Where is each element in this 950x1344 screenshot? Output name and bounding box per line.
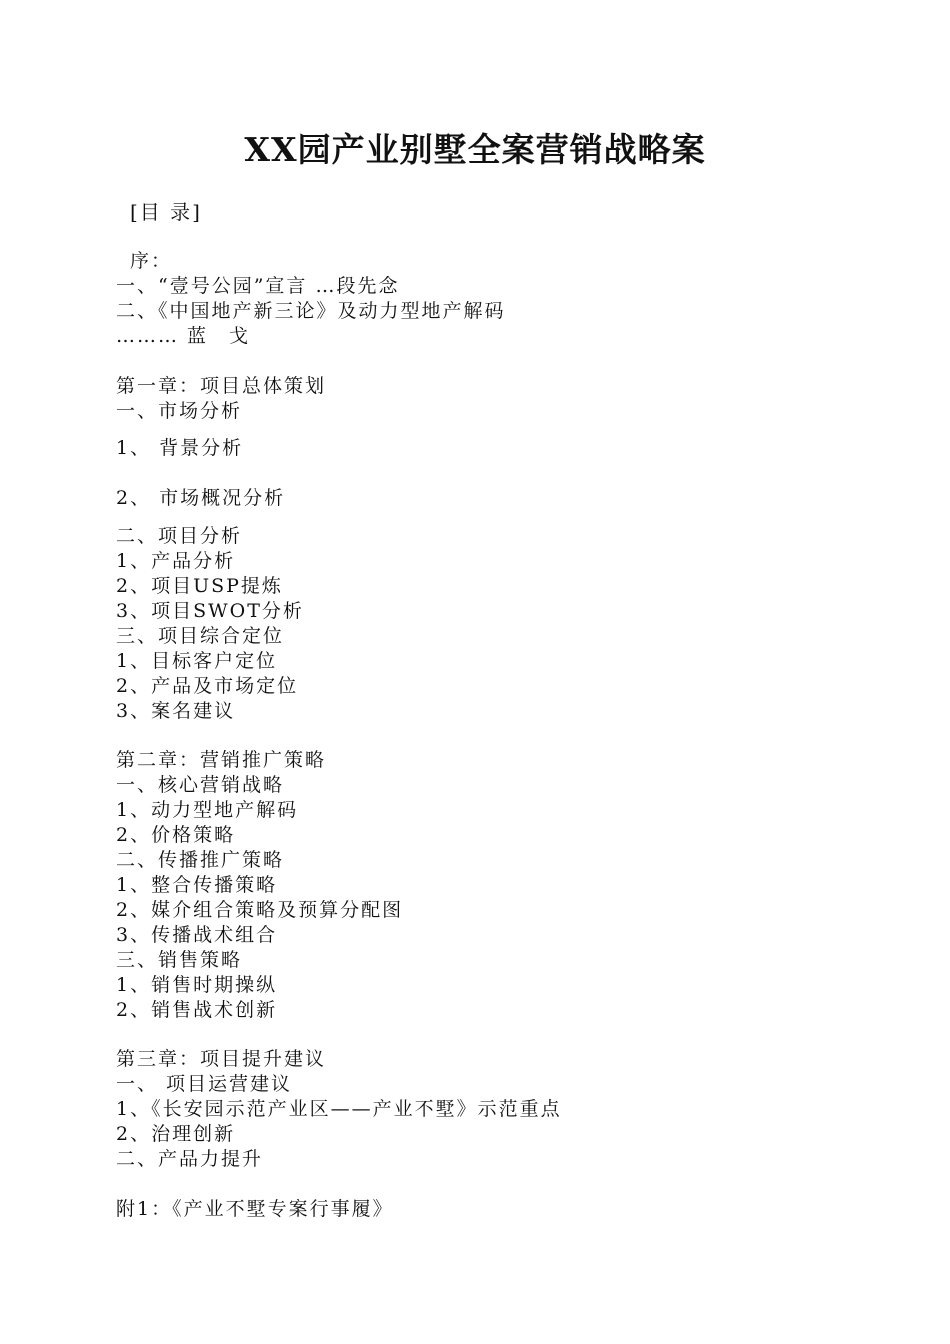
toc-line: 1、《长安园示范产业区——产业不墅》示范重点 — [116, 1098, 562, 1120]
chapter2-heading: 第二章：营销推广策略 — [116, 749, 327, 771]
toc-line: 二、项目分析 — [116, 525, 243, 547]
toc-line: 1、产品分析 — [116, 550, 236, 572]
toc-line: 3、传播战术组合 — [116, 924, 278, 946]
toc-line: 2、 市场概况分析 — [116, 487, 286, 509]
toc-line: 2、媒介组合策略及预算分配图 — [116, 899, 404, 921]
preface-item: 二、《中国地产新三论》及动力型地产解码 — [116, 300, 506, 322]
toc-line: 一、核心营销战略 — [116, 774, 285, 796]
toc-label: [目 录] — [130, 200, 202, 224]
toc-line: 三、项目综合定位 — [116, 625, 285, 647]
preface-item: ……… 蓝 戈 — [116, 325, 251, 347]
toc-line: 3、案名建议 — [116, 700, 236, 722]
toc-line: 2、治理创新 — [116, 1123, 236, 1145]
chapter3-heading: 第三章：项目提升建议 — [116, 1048, 327, 1070]
preface-heading: 序： — [130, 250, 173, 272]
toc-line: 1、动力型地产解码 — [116, 799, 299, 821]
document-title: XX园产业别墅全案营销战略案 — [244, 130, 706, 169]
toc-line: 二、传播推广策略 — [116, 849, 285, 871]
toc-line: 三、销售策略 — [116, 949, 243, 971]
toc-line: 3、项目SWOT分析 — [116, 600, 304, 622]
toc-line: 一、市场分析 — [116, 400, 243, 422]
chapter1-heading: 第一章：项目总体策划 — [116, 375, 327, 397]
appendix-line: 附1：《产业不墅专案行事履》 — [116, 1198, 394, 1220]
toc-line: 2、产品及市场定位 — [116, 675, 299, 697]
toc-line: 二、产品力提升 — [116, 1148, 264, 1170]
toc-line: 1、整合传播策略 — [116, 874, 278, 896]
toc-line: 一、 项目运营建议 — [116, 1073, 293, 1095]
toc-line: 1、 背景分析 — [116, 437, 244, 459]
toc-line: 2、项目USP提炼 — [116, 575, 283, 597]
preface-item: 一、“壹号公园”宣言 …段先念 — [116, 275, 400, 297]
toc-line: 2、销售战术创新 — [116, 999, 278, 1021]
toc-line: 1、销售时期操纵 — [116, 974, 278, 996]
toc-line: 2、价格策略 — [116, 824, 236, 846]
toc-line: 1、目标客户定位 — [116, 650, 278, 672]
